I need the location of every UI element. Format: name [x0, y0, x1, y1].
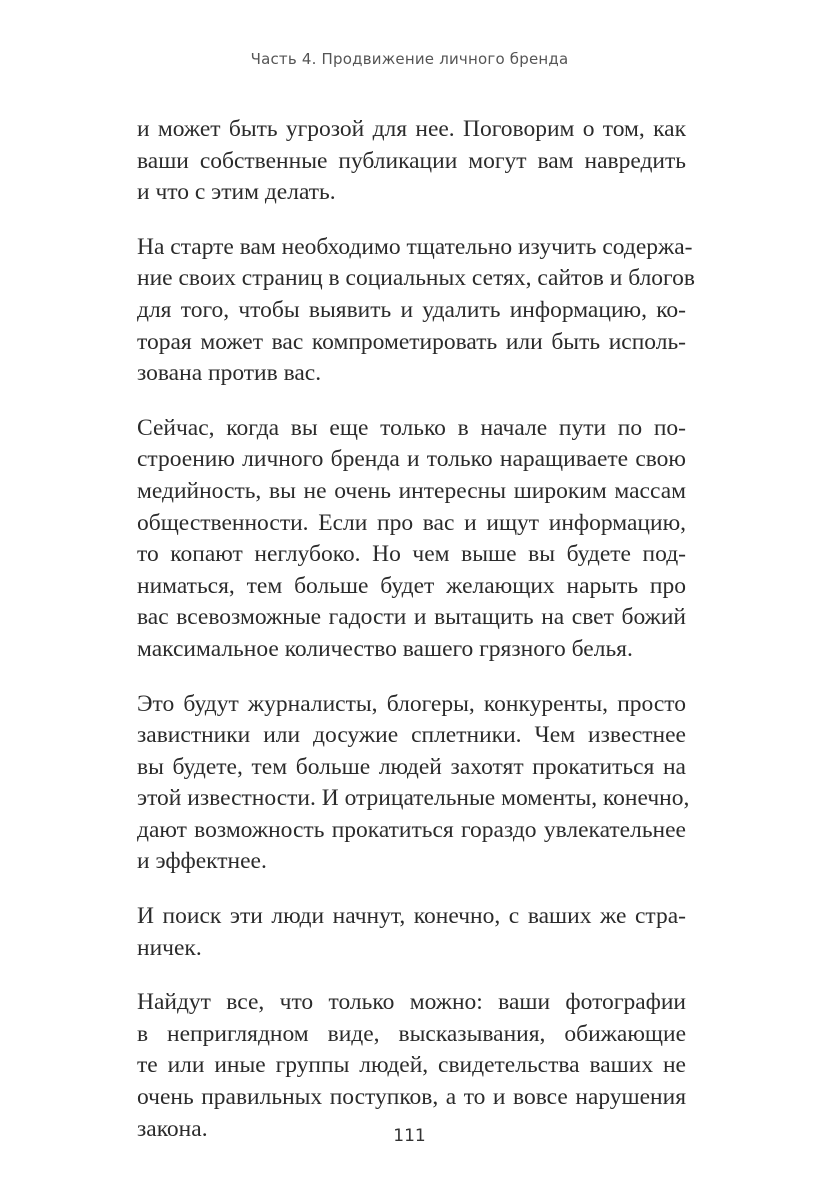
- text-line: Сейчас, когда вы еще только в начале пути по по-: [137, 414, 686, 441]
- paragraph: [137, 901, 686, 964]
- text-line: завистники или досужие сплетники. Чем известнее: [137, 722, 686, 749]
- text-line: очень правильных поступков, а то и вовсе нарушения: [137, 1084, 686, 1111]
- text-line: медийность, вы не очень интересны широким массам: [137, 477, 686, 504]
- body-text: [137, 114, 695, 1168]
- text-line: дают возможность прокатиться гораздо увлекательнее: [137, 816, 686, 843]
- text-line: торая может вас компрометировать или быть исполь-: [137, 328, 686, 355]
- paragraph: [137, 689, 690, 879]
- text-line: И поиск эти люди начнут, конечно, с ваших же стра-: [137, 903, 686, 930]
- paragraph: [137, 987, 686, 1145]
- text-line: общественности. Если про вас и ищут информацию,: [137, 509, 686, 536]
- text-line: и что с этим делать.: [137, 179, 336, 206]
- text-line: и может быть угрозой для нее. Поговорим о том, как: [137, 116, 686, 142]
- text-line: максимальное количество вашего грязного белья.: [137, 635, 633, 662]
- text-line: закона.: [137, 1115, 208, 1142]
- running-header: Часть 4. Продвижение личного бренда: [250, 50, 569, 68]
- text-line: ваши собственные публикации могут вам навредить: [137, 147, 686, 174]
- paragraph: [137, 232, 695, 390]
- text-line: Это будут журналисты, блогеры, конкуренты, просто: [137, 690, 686, 717]
- text-line: те или иные группы людей, свидетельства ваших не: [137, 1052, 686, 1079]
- paragraph: [137, 413, 686, 666]
- text-line: для того, чтобы выявить и удалить информацию, ко-: [137, 296, 686, 323]
- text-line: и эффектнее.: [137, 848, 267, 875]
- text-line: зована против вас.: [137, 360, 322, 387]
- text-line: ние своих страниц в социальных сетях, сайтов и блогов: [137, 265, 695, 292]
- text-line: строению личного бренда и только наращиваете свою: [137, 446, 686, 473]
- text-line: вы будете, тем больше людей захотят прокатиться на: [137, 753, 686, 780]
- text-line: вас всевозможные гадости и вытащить на свет божий: [137, 604, 686, 631]
- text-line: этой известности. И отрицательные моменты, конечно,: [137, 785, 690, 812]
- text-line: ниматься, тем больше будет желающих нарыть про: [137, 572, 686, 599]
- page-number: 111: [393, 1126, 426, 1146]
- text-line: Найдут все, что только можно: ваши фотографии: [137, 989, 686, 1016]
- text-line: то копают неглубоко. Но чем выше вы будете под-: [137, 541, 686, 568]
- paragraph: [137, 114, 686, 209]
- text-line: ничек.: [137, 934, 202, 961]
- text-line: На старте вам необходимо тщательно изучить содержа-: [137, 233, 693, 260]
- text-line: в неприглядном виде, высказывания, обижающие: [137, 1020, 686, 1047]
